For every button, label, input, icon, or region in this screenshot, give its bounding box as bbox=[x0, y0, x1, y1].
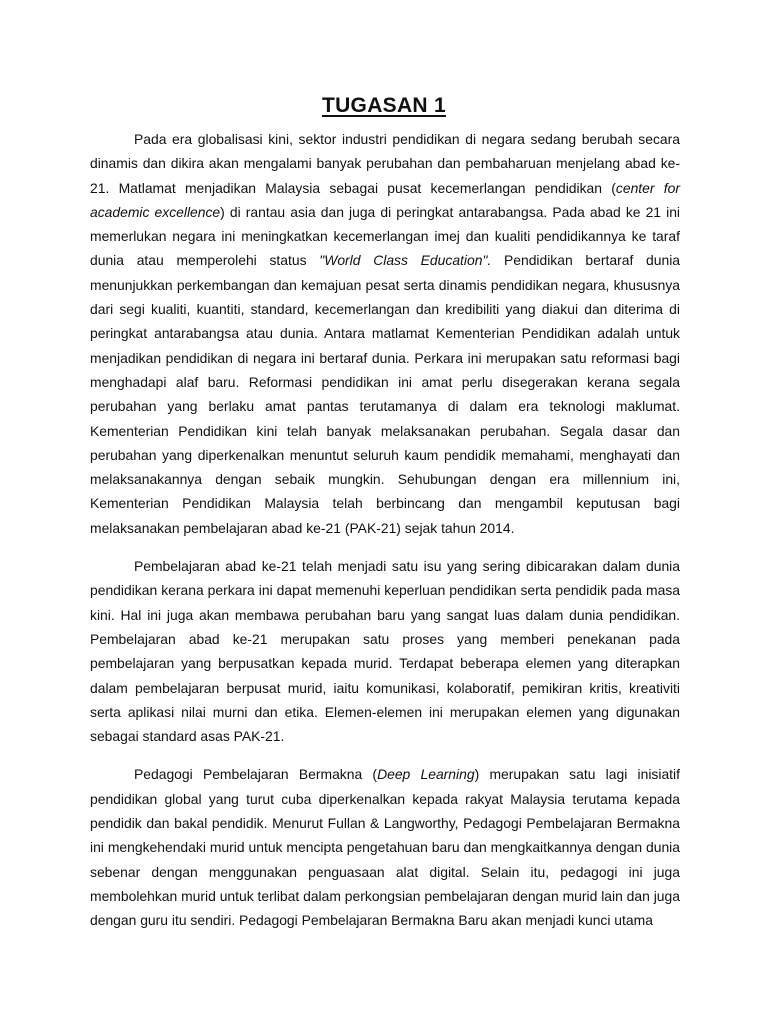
paragraph-2 bbox=[90, 554, 680, 748]
text-run: ) di rantau asia dan juga di peringkat antarabangsa. Pada abad ke 21 ini memerlukan negara ini meningkatkan kecemerlangan imej dan kualiti pendidikannya ke taraf dunia atau memperolehi status bbox=[90, 203, 681, 269]
text-run: Pada era globalisasi kini, sektor industri pendidikan di negara sedang berubah secara dinamis dan dikira akan mengalami banyak perubahan dan pembaharuan menjelang abad ke-21. Matlamat menjadikan Malaysia sebagai pusat kecemerlangan pendidikan ( bbox=[90, 131, 680, 196]
italic-text-run: Deep Learning bbox=[377, 766, 475, 783]
paragraph-1 bbox=[90, 127, 680, 540]
text-run: Pedagogi Pembelajaran Bermakna ( bbox=[134, 766, 378, 783]
italic-text-run: center for academic excellence bbox=[90, 179, 680, 220]
paragraph-3 bbox=[90, 762, 680, 932]
document-title: TUGASAN 1 bbox=[321, 94, 447, 117]
document-body bbox=[90, 127, 680, 933]
text-run: ) merupakan satu lagi inisiatif pendidikan global yang turut cuba diperkenalkan kepada rakyat Malaysia terutama kepada pendidik dan bakal pendidik. Menurut Fullan & Langworthy, Pedagogi Pembelajaran Bermakna ini mengkehendaki murid untuk mencipta pengetahuan baru dan mengkaitkannya dengan dunia sebenar dengan menggunakan penguasaan alat digital. Selain itu, pedagogi ini juga membolehkan murid untuk terlibat dalam perkongsian pembelajaran dengan murid lain dan juga dengan guru itu sendiri. Pedagogi Pembelajaran Bermakna Baru akan menjadi kunci utama bbox=[90, 766, 680, 929]
text-run: Pendidikan bertaraf dunia menunjukkan perkembangan dan kemajuan pesat serta dinamis pendidikan negara, khususnya dari segi kualiti, kuantiti, standard, kecemerlangan dan kredibiliti yang diakui dan diterima di peringkat antarabangsa atau dunia. Antara matlamat Kementerian Pendidikan adalah untuk menjadikan pendidikan di negara ini bertaraf dunia. Perkara ini merupakan satu reformasi bagi menghadapi alaf baru. Reformasi pendidikan ini amat perlu disegerakan kerana segala perubahan yang berlaku amat pantas terutamanya di dalam era teknologi maklumat. Kementerian Pendidikan kini telah banyak melaksanakan perubahan. Segala dasar dan perubahan yang diperkenalkan menuntut seluruh kaum pendidik memahami, menghayati dan melaksanakannya dengan sebaik mungkin. Sehubungan dengan era millennium ini, Kementerian Pendidikan Malaysia telah berbincang dan mengambil keputusan bagi melaksanakan pembelajaran abad ke-21 (PAK-21) sejak tahun 2014. bbox=[90, 252, 681, 536]
italic-text-run: "World Class Education". bbox=[319, 252, 492, 269]
text-run: Pembelajaran abad ke-21 telah menjadi satu isu yang sering dibicarakan dalam dunia pendidikan kerana perkara ini dapat memenuhi keperluan pendidikan serta pendidik pada masa kini. Hal ini juga akan membawa perubahan baru yang sangat luas dalam dunia pendidikan. Pembelajaran abad ke-21 merupakan satu proses yang memberi penekanan pada pembelajaran yang berpusatkan kepada murid. Terdapat beberapa elemen yang diterapkan dalam pembelajaran berpusat murid, iaitu komunikasi, kolaboratif, pemikiran kritis, kreativiti serta aplikasi nilai murni dan etika. Elemen-elemen ini merupakan elemen yang digunakan sebagai standard asas PAK-21. bbox=[90, 558, 680, 745]
